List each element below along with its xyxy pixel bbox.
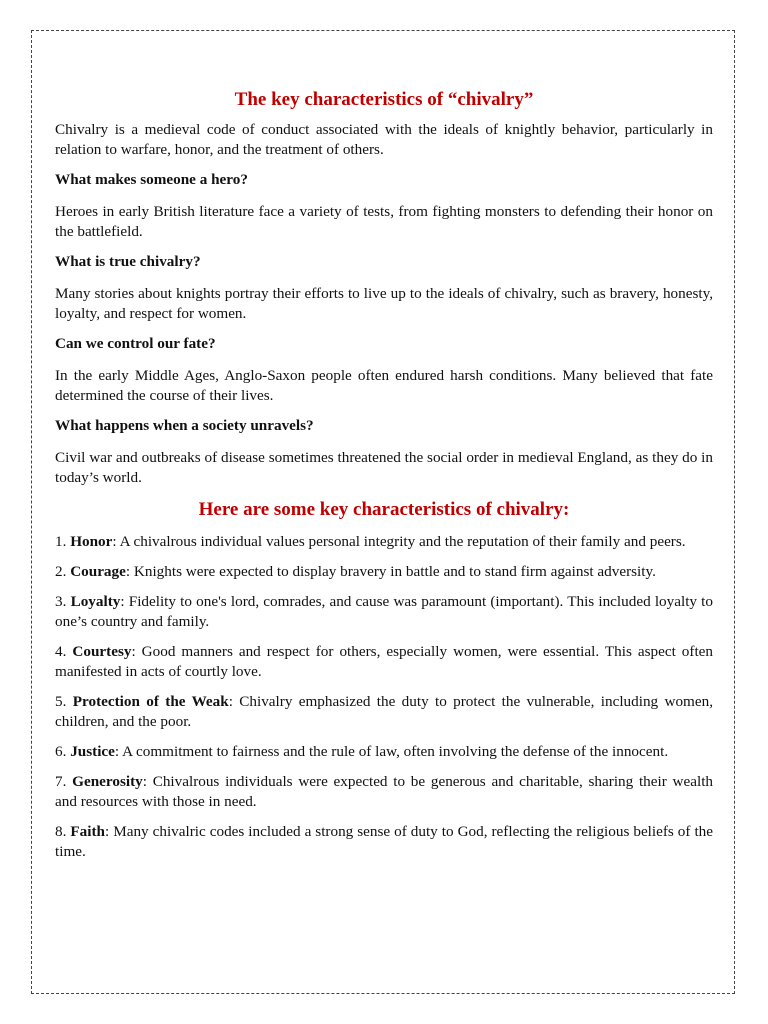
characteristic-item	[55, 772, 713, 812]
item-number: 2.	[55, 563, 71, 580]
document-body	[55, 88, 713, 872]
item-term: Loyalty	[70, 593, 121, 610]
characteristic-item	[55, 592, 713, 632]
item-number: 5.	[55, 693, 73, 710]
answer-paragraph: Civil war and outbreaks of disease sometimes threatened the social order in medieval England, as they do in today’s world.	[55, 449, 713, 486]
question-heading: What is true chivalry?	[55, 253, 201, 270]
characteristic-item	[55, 742, 713, 762]
item-description: : A commitment to fairness and the rule of law, often involving the defense of the innocent.	[114, 743, 669, 760]
item-term: Honor	[70, 533, 113, 550]
item-number: 4.	[55, 643, 73, 660]
characteristic-item	[55, 532, 713, 552]
characteristic-item	[55, 822, 713, 862]
answer-paragraph: Heroes in early British literature face a variety of tests, from fighting monsters to defending their honor on the battlefield.	[55, 203, 713, 240]
item-term: Generosity	[72, 773, 143, 790]
item-number: 8.	[55, 823, 71, 840]
question-heading: Can we control our fate?	[55, 335, 216, 352]
item-term: Justice	[70, 743, 115, 760]
characteristic-item	[55, 562, 713, 582]
item-term: Courage	[70, 563, 126, 580]
item-term: Courtesy	[72, 643, 132, 660]
item-number: 3.	[55, 593, 71, 610]
item-number: 7.	[55, 773, 73, 790]
answer-paragraph: Many stories about knights portray their efforts to live up to the ideals of chivalry, such as bravery, honesty, loyalty, and respect for women.	[55, 285, 713, 322]
characteristic-item	[55, 642, 713, 682]
item-description: : Chivalry emphasized the duty to protect the vulnerable, including women, children, and the poor.	[55, 693, 713, 730]
item-description: : Knights were expected to display bravery in battle and to stand firm against adversity.	[125, 563, 656, 580]
item-description: : Chivalrous individuals were expected to be generous and charitable, sharing their wealth and resources with those in need.	[55, 773, 714, 810]
item-term: Protection of the Weak	[72, 693, 229, 710]
question-heading: What happens when a society unravels?	[55, 417, 314, 434]
intro-paragraph: Chivalry is a medieval code of conduct associated with the ideals of knightly behavior, particularly in relation to warfare, honor, and the treatment of others.	[55, 121, 713, 158]
item-term: Faith	[70, 823, 105, 840]
item-number: 1.	[55, 533, 71, 550]
item-description: : Fidelity to one's lord, comrades, and cause was paramount (important). This included loyalty to one’s country and family.	[55, 593, 713, 630]
document-title: The key characteristics of “chivalry”	[234, 89, 534, 110]
section-heading: Here are some key characteristics of chivalry:	[198, 499, 570, 520]
item-number: 6.	[55, 743, 71, 760]
answer-paragraph: In the early Middle Ages, Anglo-Saxon people often endured harsh conditions. Many believed that fate determined the course of their lives.	[55, 367, 713, 404]
item-description: : A chivalrous individual values personal integrity and the reputation of their family and peers.	[112, 533, 686, 550]
characteristic-item	[55, 692, 713, 732]
question-heading: What makes someone a hero?	[55, 171, 248, 188]
item-description: : Good manners and respect for others, especially women, were essential. This aspect often manifested in acts of courtly love.	[55, 643, 714, 680]
item-description: : Many chivalric codes included a strong sense of duty to God, reflecting the religious beliefs of the time.	[55, 823, 714, 860]
